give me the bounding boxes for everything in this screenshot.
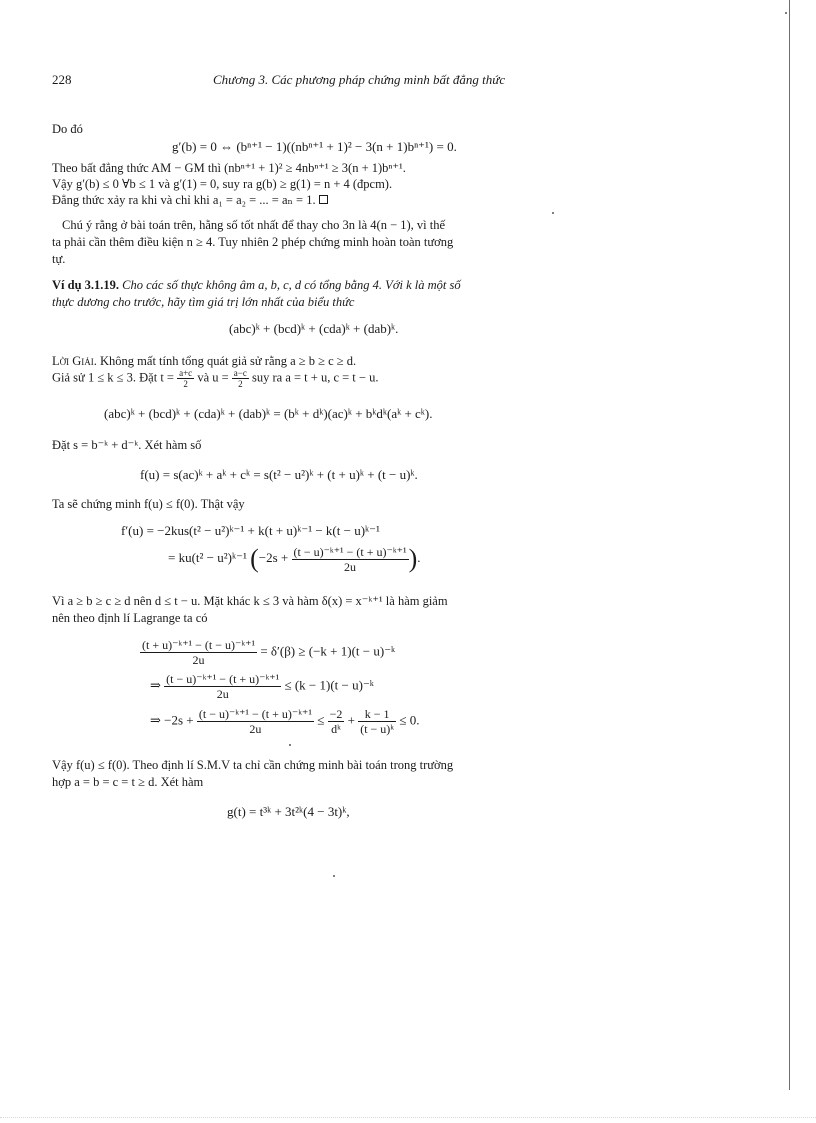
inequality-3: ⇒ −2s + $\frac{\text{(t − u)⁻ᵏ⁺¹ − (t + u)⁻ᵏ⁺¹}}{2u}$ ≤ $\frac{-2}{\text{dᵏ}}$ + $\frac{k - 1}{\text{(t − u)ᵏ}}$ ≤ 0.: [150, 707, 420, 736]
solution-line-2: Giả sử 1 ≤ k ≤ 3. Đặt t = $\frac{a+c}{2}$ và u = $\frac{a-c}{2}$ suy ra a = t + u, c = t − u.: [52, 368, 379, 389]
remark-line-1: Chú ý rằng ở bài toán trên, hằng số tốt nhất để thay cho 3n là 4(n − 1), vì thế: [62, 218, 446, 232]
equation-expand: (abc)ᵏ + (bcd)ᵏ + (cda)ᵏ + (dab)ᵏ = (bᵏ + dᵏ)(ac)ᵏ + bᵏdᵏ(aᵏ + cᵏ).: [104, 406, 433, 421]
example-expression: (abc)ᵏ + (bcd)ᵏ + (cda)ᵏ + (dab)ᵏ.: [229, 321, 399, 336]
scan-speck: [552, 212, 554, 214]
scan-speck: [333, 875, 335, 877]
equation-f-u: f(u) = s(ac)ᵏ + aᵏ + cᵏ = s(t² − u²)ᵏ + (t + u)ᵏ + (t − u)ᵏ.: [140, 467, 418, 482]
fraction-k-minus-one: $\frac{k - 1}{\text{(t − u)ᵏ}}$: [360, 707, 395, 736]
text-vay-g: Vậy g′(b) ≤ 0 ∀b ≤ 1 và g′(1) = 0, suy ra g(b) ≥ g(1) = n + 4 (đpcm).: [52, 177, 393, 191]
chapter-title: Chương 3. Các phương pháp chứng minh bất đẳng thức: [213, 72, 506, 87]
fraction-t: $\frac{a+c}{2}$: [179, 368, 193, 389]
example-label: Ví dụ 3.1.19.: [52, 278, 120, 292]
example-statement-line-2: thực dương cho trước, hãy tìm giá trị lớn nhất của biểu thức: [52, 295, 355, 309]
equation-g-prime: g′(b) = 0 ⇔ (bⁿ⁺¹ − 1)((nbⁿ⁺¹ + 1)² − 3(n + 1)bⁿ⁺¹) = 0.: [172, 139, 457, 154]
inequality-1: $\frac{\text{(t + u)⁻ᵏ⁺¹ − (t − u)⁻ᵏ⁺¹}}{2u}$ = δ′(β) ≥ (−k + 1)(t − u)⁻ᵏ: [142, 638, 396, 667]
fraction-minus-two: $\frac{-2}{\text{dᵏ}}$: [329, 707, 343, 736]
fraction-u: $\frac{a-c}{2}$: [233, 368, 247, 389]
fraction-f-prime: $\frac{\text{(t − u)⁻ᵏ⁺¹ − (t + u)⁻ᵏ⁺¹}}{2u}$: [293, 544, 407, 574]
fraction-ineq-1: $\frac{\text{(t + u)⁻ᵏ⁺¹ − (t − u)⁻ᵏ⁺¹}}{2u}$: [142, 638, 256, 667]
text-dat-s: Đặt s = b⁻ᵏ + d⁻ᵏ. Xét hàm số: [52, 438, 202, 452]
inequality-2: ⇒ $\frac{\text{(t − u)⁻ᵏ⁺¹ − (t + u)⁻ᵏ⁺¹}}{2u}$ ≤ (k − 1)(t − u)⁻ᵏ: [150, 672, 374, 701]
fraction-ineq-3: $\frac{\text{(t − u)⁻ᵏ⁺¹ − (t + u)⁻ᵏ⁺¹}}{2u}$: [198, 707, 312, 736]
text-am-gm: Theo bất đẳng thức AM − GM thì (nbⁿ⁺¹ + 1)² ≥ 4nbⁿ⁺¹ ≥ 3(n + 1)bⁿ⁺¹.: [52, 161, 406, 175]
equation-f-prime-2: = ku(t² − u²)ᵏ⁻¹ (−2s + $\frac{\text{(t − u)⁻ᵏ⁺¹ − (t + u)⁻ᵏ⁺¹}}{2u}$ ).: [168, 544, 421, 574]
qed-box-icon: [319, 195, 328, 204]
text-dang-thuc: Đẳng thức xảy ra khi và chỉ khi a₁ = a₂ = ... = aₙ = 1.: [52, 193, 328, 208]
text-ta-se: Ta sẽ chứng minh f(u) ≤ f(0). Thật vậy: [52, 497, 245, 511]
remark-line-3: tự.: [52, 252, 66, 266]
fraction-ineq-2: $\frac{\text{(t − u)⁻ᵏ⁺¹ − (t + u)⁻ᵏ⁺¹}}{2u}$: [166, 672, 280, 701]
page-number: 228: [52, 72, 72, 87]
text-vi-2: nên theo định lí Lagrange ta có: [52, 611, 208, 625]
scan-speck: [289, 744, 291, 746]
scan-bottom-edge: [0, 1117, 816, 1118]
solution-label: Lời Giải.: [52, 354, 97, 368]
text-do-do: Do đó: [52, 122, 83, 136]
example-statement-line-1: Ví dụ 3.1.19. Cho các số thực không âm a, b, c, d có tổng bằng 4. Với k là một số: [52, 278, 461, 292]
equation-f-prime-1: f′(u) = −2kus(t² − u²)ᵏ⁻¹ + k(t + u)ᵏ⁻¹ − k(t − u)ᵏ⁻¹: [121, 523, 380, 538]
text-vay-2: hợp a = b = c = t ≥ d. Xét hàm: [52, 775, 204, 789]
text-vi-1: Vì a ≥ b ≥ c ≥ d nên d ≤ t − u. Mặt khác k ≤ 3 và hàm δ(x) = x⁻ᵏ⁺¹ là hàm giảm: [52, 594, 448, 608]
scan-margin-line: [789, 0, 790, 1090]
solution-line-1: Lời Giải. Không mất tính tổng quát giả sử rằng a ≥ b ≥ c ≥ d.: [52, 354, 357, 368]
remark-line-2: ta phải cần thêm điều kiện n ≥ 4. Tuy nhiên 2 phép chứng minh hoàn toàn tương: [52, 235, 454, 249]
equation-g-t: g(t) = t³ᵏ + 3t²ᵏ(4 − 3t)ᵏ,: [227, 804, 350, 819]
text-vay-1: Vậy f(u) ≤ f(0). Theo định lí S.M.V ta chỉ cần chứng minh bài toán trong trường: [52, 758, 454, 772]
scan-speck: [785, 12, 787, 14]
